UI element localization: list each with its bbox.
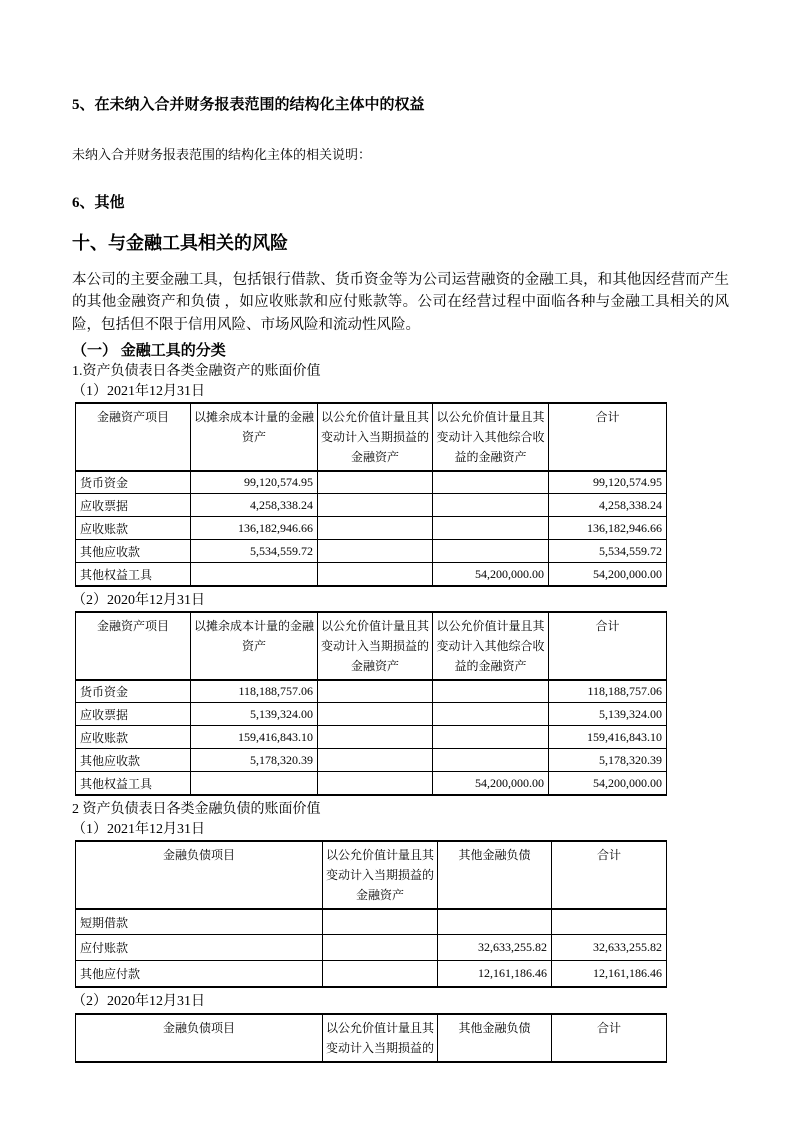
table-row (76, 726, 667, 749)
value-cell: 54,200,000.00 (433, 563, 549, 586)
column-header: 金融资产项目 (76, 403, 191, 471)
value-cell: 5,178,320.39 (191, 749, 318, 772)
assets-2021-date-label: （1）2021年12月31日 (72, 383, 205, 399)
assets-2020-date-label: （2）2020年12月31日 (72, 592, 205, 608)
value-cell: 5,178,320.39 (549, 749, 667, 772)
liabilities-2021-date-label: （1）2021年12月31日 (72, 821, 205, 837)
section10-heading: 十、与金融工具相关的风险 (72, 233, 288, 253)
column-header: 合计 (552, 1014, 667, 1062)
liabilities-2020-date-label: （2）2020年12月31日 (72, 993, 205, 1009)
value-cell: 32,633,255.82 (552, 935, 667, 961)
row-label-cell: 其他应收款 (76, 749, 191, 772)
column-header: 以公允价值计量且其变动计入当期损益的金融资产 (318, 612, 433, 680)
table-row (76, 540, 667, 563)
column-header: 以公允价值计量且其变动计入其他综合收益的金融资产 (433, 403, 549, 471)
intro-paragraph: 本公司的主要金融工具，包括银行借款、货币资金等为公司运营融资的金融工具，和其他因经营而产生的其他金融资产和负债 ，如应收账款和应付账款等。公司在经营过程中面临各种与金融工具相关的风险，包括但不限于信用风险、市场风险和流动性风险。 (72, 272, 729, 333)
value-cell (438, 909, 552, 935)
row-label-cell: 货币资金 (76, 680, 191, 703)
value-cell (191, 563, 318, 586)
column-header: 合计 (549, 612, 667, 680)
value-cell: 4,258,338.24 (549, 494, 667, 517)
value-cell: 32,633,255.82 (438, 935, 552, 961)
section6-heading: 6、其他 (72, 195, 125, 211)
value-cell: 12,161,186.46 (552, 961, 667, 987)
value-cell (433, 517, 549, 540)
column-header: 以公允价值计量且其变动计入当期损益的金融资产 (323, 841, 438, 909)
table-row (76, 494, 667, 517)
value-cell (433, 471, 549, 494)
value-cell (318, 471, 433, 494)
column-header: 金融资产项目 (76, 612, 191, 680)
table-row (76, 703, 667, 726)
liabilities-2021-table (75, 840, 667, 988)
value-cell: 12,161,186.46 (438, 961, 552, 987)
assets-caption: 1.资产负债表日各类金融资产的账面价值 (72, 363, 321, 379)
value-cell: 99,120,574.95 (549, 471, 667, 494)
value-cell (318, 540, 433, 563)
value-cell (323, 961, 438, 987)
value-cell (433, 680, 549, 703)
value-cell (433, 703, 549, 726)
value-cell (318, 703, 433, 726)
column-header: 以公允价值计量且其变动计入当期损益的金融资产 (318, 403, 433, 471)
row-label-cell: 应收票据 (76, 494, 191, 517)
table-row (76, 517, 667, 540)
row-label-cell: 应收账款 (76, 726, 191, 749)
table-row (76, 961, 667, 987)
header-row (76, 612, 667, 680)
header-row (76, 403, 667, 471)
row-label-cell: 其他应付款 (76, 961, 323, 987)
value-cell: 159,416,843.10 (549, 726, 667, 749)
row-label-cell: 其他权益工具 (76, 563, 191, 586)
value-cell (552, 909, 667, 935)
column-header: 合计 (552, 841, 667, 909)
value-cell (318, 494, 433, 517)
page-content (0, 97, 793, 1063)
value-cell (191, 772, 318, 795)
classification-heading: （一） 金融工具的分类 (72, 342, 226, 359)
row-label-cell: 其他权益工具 (76, 772, 191, 795)
row-label-cell: 其他应收款 (76, 540, 191, 563)
section5-heading: 5、在未纳入合并财务报表范围的结构化主体中的权益 (72, 97, 425, 113)
value-cell (323, 935, 438, 961)
value-cell: 159,416,843.10 (191, 726, 318, 749)
value-cell: 136,182,946.66 (191, 517, 318, 540)
assets-2020-table (75, 611, 667, 796)
column-header: 以摊余成本计量的金融资产 (191, 403, 318, 471)
row-label-cell: 应收票据 (76, 703, 191, 726)
value-cell: 4,258,338.24 (191, 494, 318, 517)
value-cell (318, 680, 433, 703)
column-header: 以公允价值计量且其变动计入当期损益的 (323, 1014, 438, 1062)
row-label-cell: 应付账款 (76, 935, 323, 961)
column-header: 其他金融负债 (438, 1014, 552, 1062)
value-cell (433, 749, 549, 772)
value-cell: 118,188,757.06 (549, 680, 667, 703)
value-cell (433, 494, 549, 517)
row-label-cell: 短期借款 (76, 909, 323, 935)
value-cell (433, 726, 549, 749)
column-header: 金融负债项目 (76, 841, 323, 909)
table-row (76, 935, 667, 961)
assets-2021-table (75, 402, 667, 587)
value-cell (318, 563, 433, 586)
value-cell: 118,188,757.06 (191, 680, 318, 703)
value-cell: 99,120,574.95 (191, 471, 318, 494)
value-cell: 136,182,946.66 (549, 517, 667, 540)
column-header: 金融负债项目 (76, 1014, 323, 1062)
column-header: 其他金融负债 (438, 841, 552, 909)
header-row (76, 1014, 667, 1062)
value-cell (323, 909, 438, 935)
table-row (76, 749, 667, 772)
table-row (76, 909, 667, 935)
value-cell: 54,200,000.00 (433, 772, 549, 795)
column-header: 以公允价值计量且其变动计入其他综合收益的金融资产 (433, 612, 549, 680)
value-cell: 5,139,324.00 (191, 703, 318, 726)
liabilities-2020-table-truncated (75, 1013, 667, 1063)
table-row (76, 680, 667, 703)
table-row (76, 772, 667, 795)
value-cell (433, 540, 549, 563)
column-header: 合计 (549, 403, 667, 471)
value-cell: 54,200,000.00 (549, 772, 667, 795)
row-label-cell: 应收账款 (76, 517, 191, 540)
value-cell (318, 749, 433, 772)
value-cell (318, 726, 433, 749)
value-cell: 5,534,559.72 (191, 540, 318, 563)
header-row (76, 841, 667, 909)
value-cell: 54,200,000.00 (549, 563, 667, 586)
table-row (76, 471, 667, 494)
row-label-cell: 货币资金 (76, 471, 191, 494)
section5-note: 未纳入合并财务报表范围的结构化主体的相关说明： (72, 147, 372, 162)
column-header: 以摊余成本计量的金融资产 (191, 612, 318, 680)
value-cell (318, 517, 433, 540)
value-cell: 5,534,559.72 (549, 540, 667, 563)
value-cell (318, 772, 433, 795)
value-cell: 5,139,324.00 (549, 703, 667, 726)
liabilities-caption: 2 资产负债表日各类金融负债的账面价值 (72, 801, 321, 817)
table-row (76, 563, 667, 586)
